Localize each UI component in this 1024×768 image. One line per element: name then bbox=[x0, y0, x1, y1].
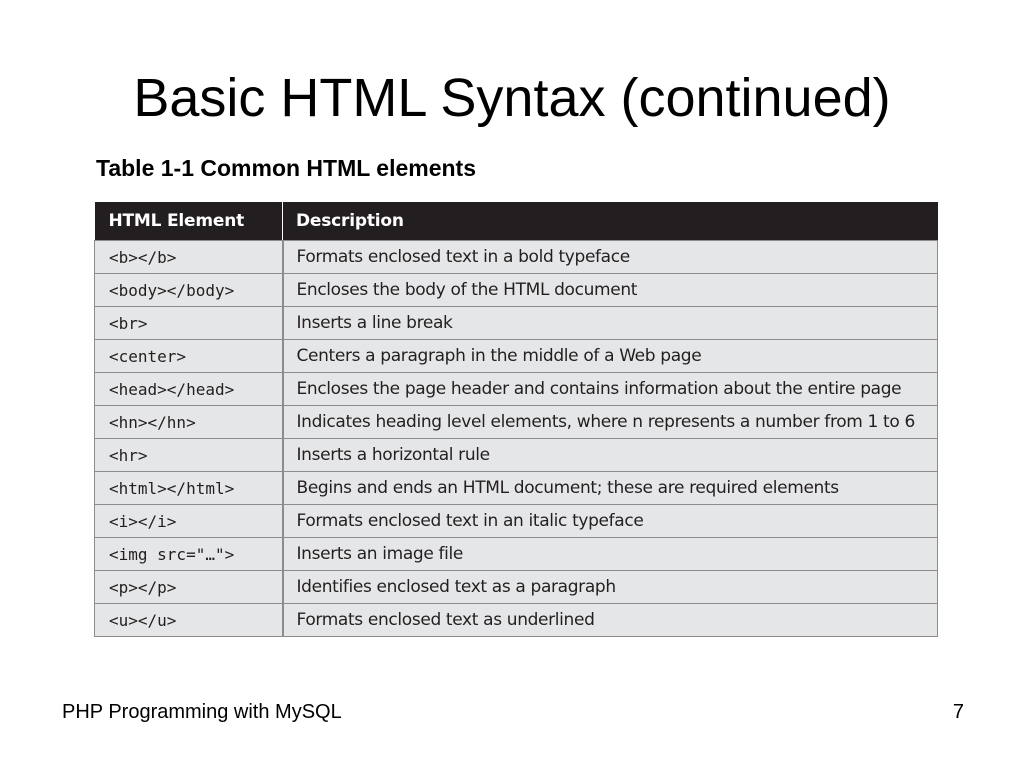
table-row bbox=[95, 241, 938, 274]
footer-course-title: PHP Programming with MySQL bbox=[62, 701, 342, 723]
element-cell: <i></i> bbox=[95, 505, 283, 538]
description-cell: Inserts a horizontal rule bbox=[283, 439, 938, 472]
table-row bbox=[95, 538, 938, 571]
table-caption: Table 1-1 Common HTML elements bbox=[96, 155, 476, 181]
description-cell: Identifies enclosed text as a paragraph bbox=[283, 571, 938, 604]
description-cell: Encloses the body of the HTML document bbox=[283, 274, 938, 307]
element-cell: <br> bbox=[95, 307, 283, 340]
description-cell: Centers a paragraph in the middle of a Web page bbox=[283, 340, 938, 373]
table-row bbox=[95, 340, 938, 373]
table-row bbox=[95, 274, 938, 307]
description-cell: Indicates heading level elements, where n represents a number from 1 to 6 bbox=[283, 406, 938, 439]
element-cell: <html></html> bbox=[95, 472, 283, 505]
element-cell: <head></head> bbox=[95, 373, 283, 406]
description-cell: Inserts a line break bbox=[283, 307, 938, 340]
element-cell: <center> bbox=[95, 340, 283, 373]
column-header-description: Description bbox=[283, 202, 938, 241]
column-header-element: HTML Element bbox=[95, 202, 283, 241]
table-row bbox=[95, 439, 938, 472]
element-cell: <hn></hn> bbox=[95, 406, 283, 439]
description-cell: Formats enclosed text in an italic typeface bbox=[283, 505, 938, 538]
element-cell: <hr> bbox=[95, 439, 283, 472]
page-number: 7 bbox=[952, 701, 964, 723]
slide-title: Basic HTML Syntax (continued) bbox=[133, 68, 891, 128]
description-cell: Inserts an image file bbox=[283, 538, 938, 571]
table-row bbox=[95, 373, 938, 406]
element-cell: <body></body> bbox=[95, 274, 283, 307]
element-cell: <u></u> bbox=[95, 604, 283, 637]
description-cell: Formats enclosed text in a bold typeface bbox=[283, 241, 938, 274]
table-row bbox=[95, 472, 938, 505]
table-header-row bbox=[95, 202, 938, 241]
table-row bbox=[95, 571, 938, 604]
element-cell: <p></p> bbox=[95, 571, 283, 604]
table-row bbox=[95, 505, 938, 538]
element-cell: <b></b> bbox=[95, 241, 283, 274]
table-row bbox=[95, 406, 938, 439]
description-cell: Encloses the page header and contains information about the entire page bbox=[283, 373, 938, 406]
description-cell: Begins and ends an HTML document; these are required elements bbox=[283, 472, 938, 505]
table-row bbox=[95, 604, 938, 637]
description-cell: Formats enclosed text as underlined bbox=[283, 604, 938, 637]
table-row bbox=[95, 307, 938, 340]
element-cell: <img src="…"> bbox=[95, 538, 283, 571]
html-elements-table bbox=[94, 202, 938, 637]
